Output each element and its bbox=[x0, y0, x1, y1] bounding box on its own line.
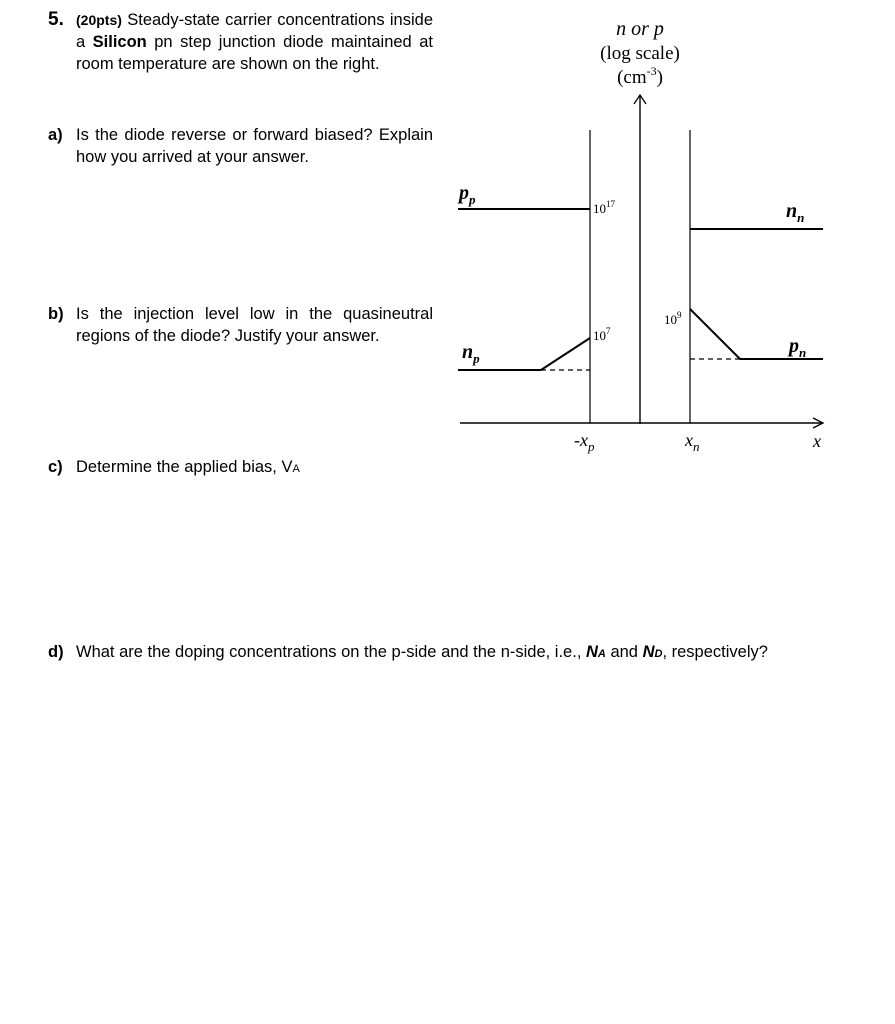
question-intro-bold: Silicon bbox=[92, 33, 147, 51]
nn-label bbox=[786, 200, 804, 225]
y-axis-label-line3 bbox=[617, 64, 663, 88]
part-b-label: b) bbox=[48, 305, 64, 323]
part-d-nd: N bbox=[642, 643, 655, 661]
level-1e17-base: 10 bbox=[593, 201, 606, 216]
level-1e7-exp: 7 bbox=[606, 326, 611, 336]
part-c-text-main: Determine the applied bias, V bbox=[76, 458, 293, 476]
pp-label-sub: p bbox=[469, 192, 476, 207]
tick-xn-sub: n bbox=[693, 439, 700, 454]
level-1e17-label bbox=[593, 199, 616, 216]
np-label-main: n bbox=[462, 341, 474, 363]
level-1e9-label bbox=[664, 310, 682, 327]
pp-label bbox=[457, 182, 476, 207]
x-axis-label: x bbox=[813, 431, 821, 451]
question-points: (20pts) bbox=[76, 12, 122, 28]
question-intro-text-1: Steady-state carrier concentrations inside a bbox=[76, 11, 433, 51]
nn-label-main: n bbox=[786, 200, 798, 222]
nn-label-sub: n bbox=[797, 210, 805, 225]
part-d-na: N bbox=[586, 643, 598, 661]
part-d-and: and bbox=[605, 643, 643, 661]
tick-neg-xp-sub: p bbox=[587, 439, 595, 454]
pp-label-main: p bbox=[459, 182, 469, 204]
level-1e9-base: 10 bbox=[664, 312, 677, 327]
y-axis-label-line1: n or p bbox=[616, 18, 664, 40]
y-axis-unit: (cm bbox=[617, 67, 647, 88]
part-d-text-1: What are the doping concentrations on the p-side and the n-side, i.e., bbox=[76, 643, 586, 661]
part-d-nd-sub: D bbox=[654, 648, 663, 660]
level-1e7-label bbox=[593, 326, 611, 343]
y-axis-unit-close: ) bbox=[656, 67, 663, 88]
part-d-text-2: , respectively? bbox=[662, 643, 768, 661]
level-1e9-exp: 9 bbox=[677, 310, 682, 320]
tick-neg-xp-main: -x bbox=[574, 430, 588, 450]
part-d-label: d) bbox=[48, 643, 64, 661]
question-number: 5. bbox=[48, 9, 64, 30]
np-label-sub: p bbox=[473, 351, 480, 366]
y-axis-label-line2: (log scale) bbox=[600, 43, 680, 64]
part-c-subscript: A bbox=[292, 463, 300, 475]
pn-label-sub: n bbox=[799, 345, 807, 360]
tick-xn bbox=[684, 430, 700, 454]
y-axis-unit-exp: -3 bbox=[646, 64, 657, 78]
question-intro-text-2: pn step junction diode maintained at room temperature are shown on the right. bbox=[76, 33, 433, 73]
pn-label bbox=[787, 335, 806, 360]
part-c-label: c) bbox=[48, 458, 63, 476]
part-d-na-sub: A bbox=[597, 648, 606, 660]
level-1e7-base: 10 bbox=[593, 328, 606, 343]
part-b-text: Is the injection level low in the quasineutral regions of the diode? Justify your answer. bbox=[76, 305, 433, 345]
part-a-text: Is the diode reverse or forward biased? Explain how you arrived at your answer. bbox=[76, 126, 433, 166]
tick-xn-main: x bbox=[685, 430, 693, 450]
tick-neg-xp bbox=[574, 430, 595, 454]
level-1e17-exp: 17 bbox=[606, 199, 615, 209]
part-a-label: a) bbox=[48, 126, 63, 144]
np-label bbox=[462, 341, 480, 366]
pn-label-main: p bbox=[789, 335, 799, 357]
